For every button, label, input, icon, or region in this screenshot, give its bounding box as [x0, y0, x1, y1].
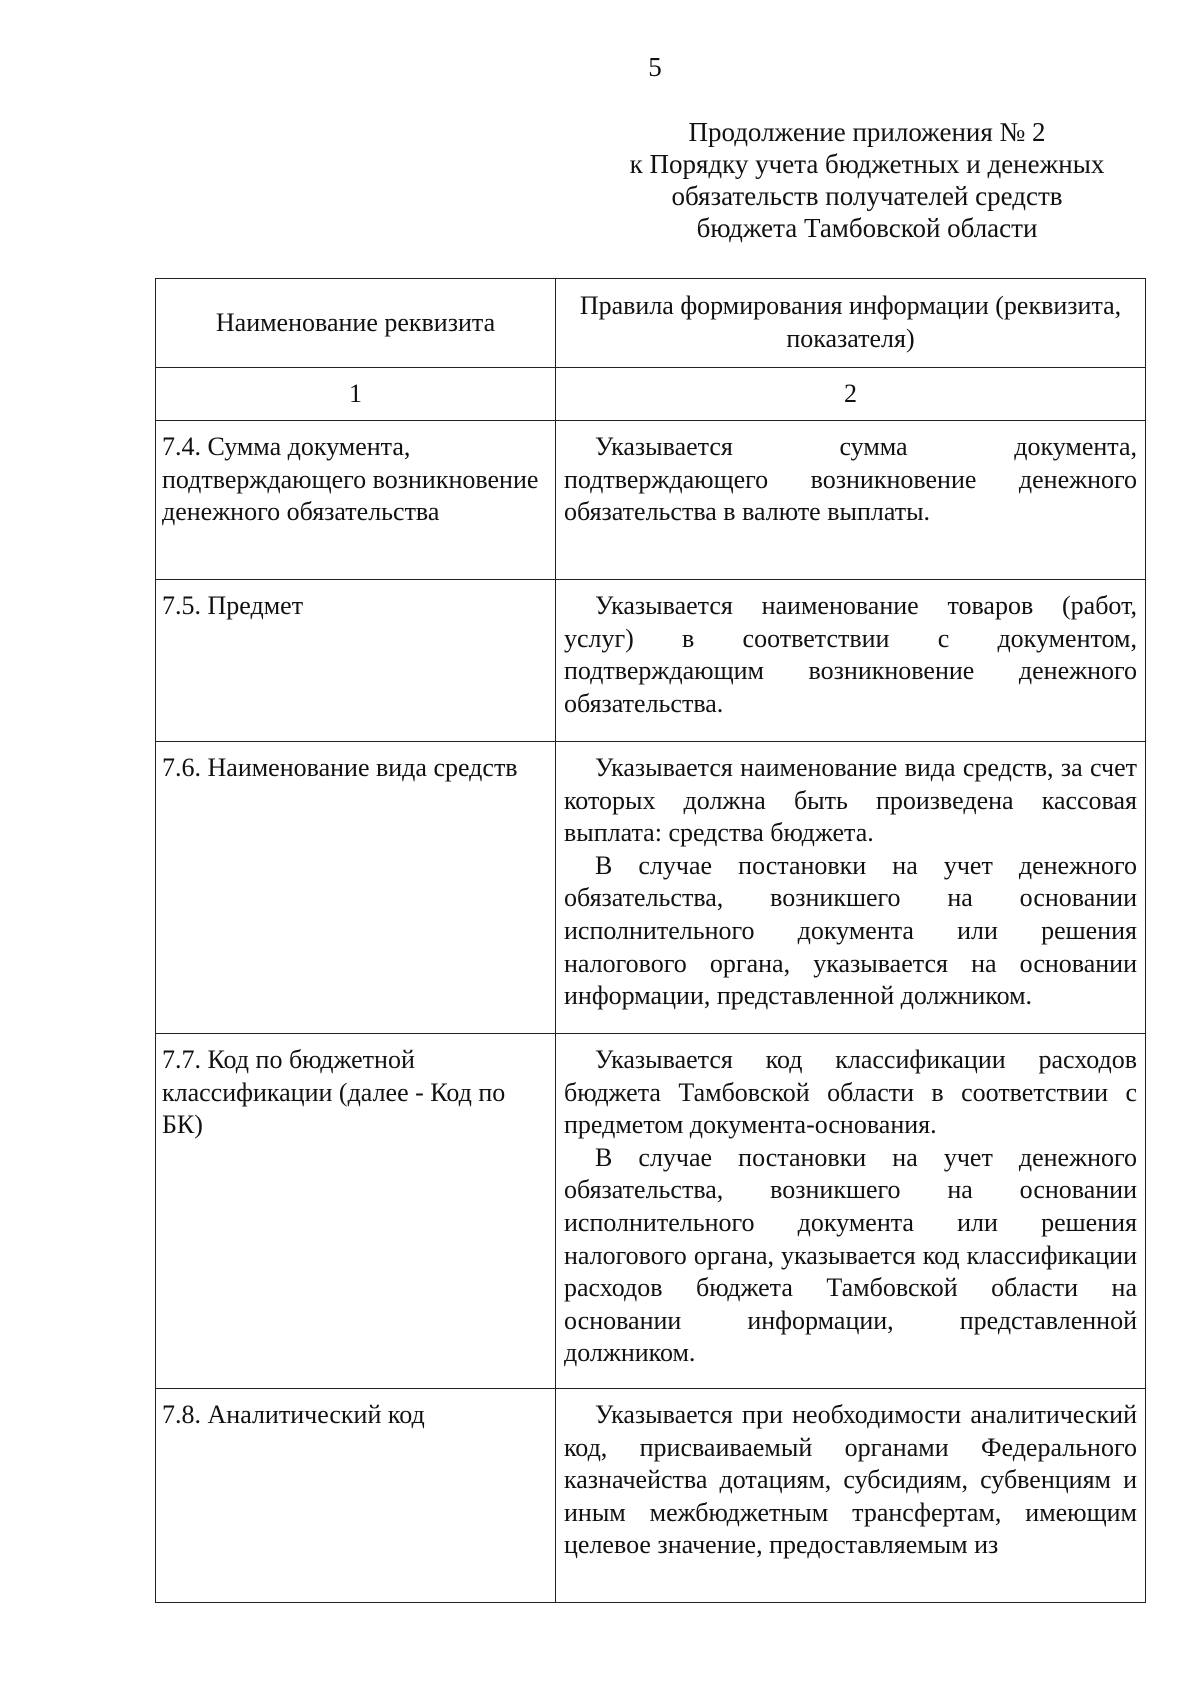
requisite-name: 7.8. Аналитический код: [156, 1389, 556, 1603]
rule-paragraph: Указывается наименование товаров (работ, услуг) в соответствии с документом, подтверждающим возникновение денежного обязательства.: [564, 591, 1137, 718]
rule-paragraph: Указывается сумма документа, подтверждающего возникновение денежного обязательства в валюте выплаты.: [564, 432, 1137, 527]
page-number: 5: [648, 52, 662, 82]
column-header-rules: [556, 279, 1146, 368]
rule-paragraph: В случае постановки на учет денежного обязательства, возникшего на основании исполнительного документа или решения налогового органа, указывается код классификации расходов бюджета Тамбовской области на основании информации, представленной должником.: [564, 1142, 1137, 1368]
header-line: к Порядку учета бюджетных и денежных: [629, 149, 1105, 179]
table-header-row: [156, 279, 1146, 368]
header-line: Продолжение приложения № 2: [688, 117, 1046, 147]
rule-paragraph: Указывается при необходимости аналитический код, присваиваемый органами Федерального казначейства дотациям, субсидиям, субвенциям и иным межбюджетным трансфертам, имеющим целевое значение, предоставляемым из: [564, 1400, 1137, 1560]
header-line: бюджета Тамбовской области: [696, 213, 1038, 243]
requisites-table: [155, 278, 1146, 1603]
requisite-name: 7.5. Предмет: [156, 580, 556, 742]
column-number-row: [156, 368, 1146, 421]
requisite-rule: [556, 421, 1146, 580]
table-row: [156, 1034, 1146, 1389]
requisite-name: 7.7. Код по бюджетной классификации (далее - Код по БК): [156, 1034, 556, 1389]
column-number: 2: [556, 368, 1146, 421]
column-header-rules-text: Правила формирования информации (реквизита, показателя): [579, 291, 1122, 353]
requisite-name: 7.4. Сумма документа, подтверждающего возникновение денежного обязательства: [156, 421, 556, 580]
rule-paragraph: Указывается наименование вида средств, за счет которых должна быть произведена кассовая выплата: средства бюджета.: [564, 753, 1137, 848]
header-line: обязательств получателей средств: [671, 181, 1063, 211]
rule-paragraph: Указывается код классификации расходов бюджета Тамбовской области в соответствии с предметом документа-основания.: [564, 1045, 1137, 1140]
table-row: [156, 1389, 1146, 1603]
requisite-name: 7.6. Наименование вида средств: [156, 742, 556, 1034]
column-header-name: Наименование реквизита: [156, 279, 556, 368]
requisite-rule: [556, 580, 1146, 742]
requisite-rule: [556, 1389, 1146, 1603]
requisite-rule: [556, 1034, 1146, 1389]
table-row: [156, 421, 1146, 580]
table-row: [156, 580, 1146, 742]
appendix-header: [608, 116, 1126, 244]
rule-paragraph: В случае постановки на учет денежного обязательства, возникшего на основании исполнительного документа или решения налогового органа, указывается на основании информации, представленной должником.: [564, 850, 1137, 1011]
requisite-rule: [556, 742, 1146, 1034]
table-row: [156, 742, 1146, 1034]
column-number: 1: [156, 368, 556, 421]
